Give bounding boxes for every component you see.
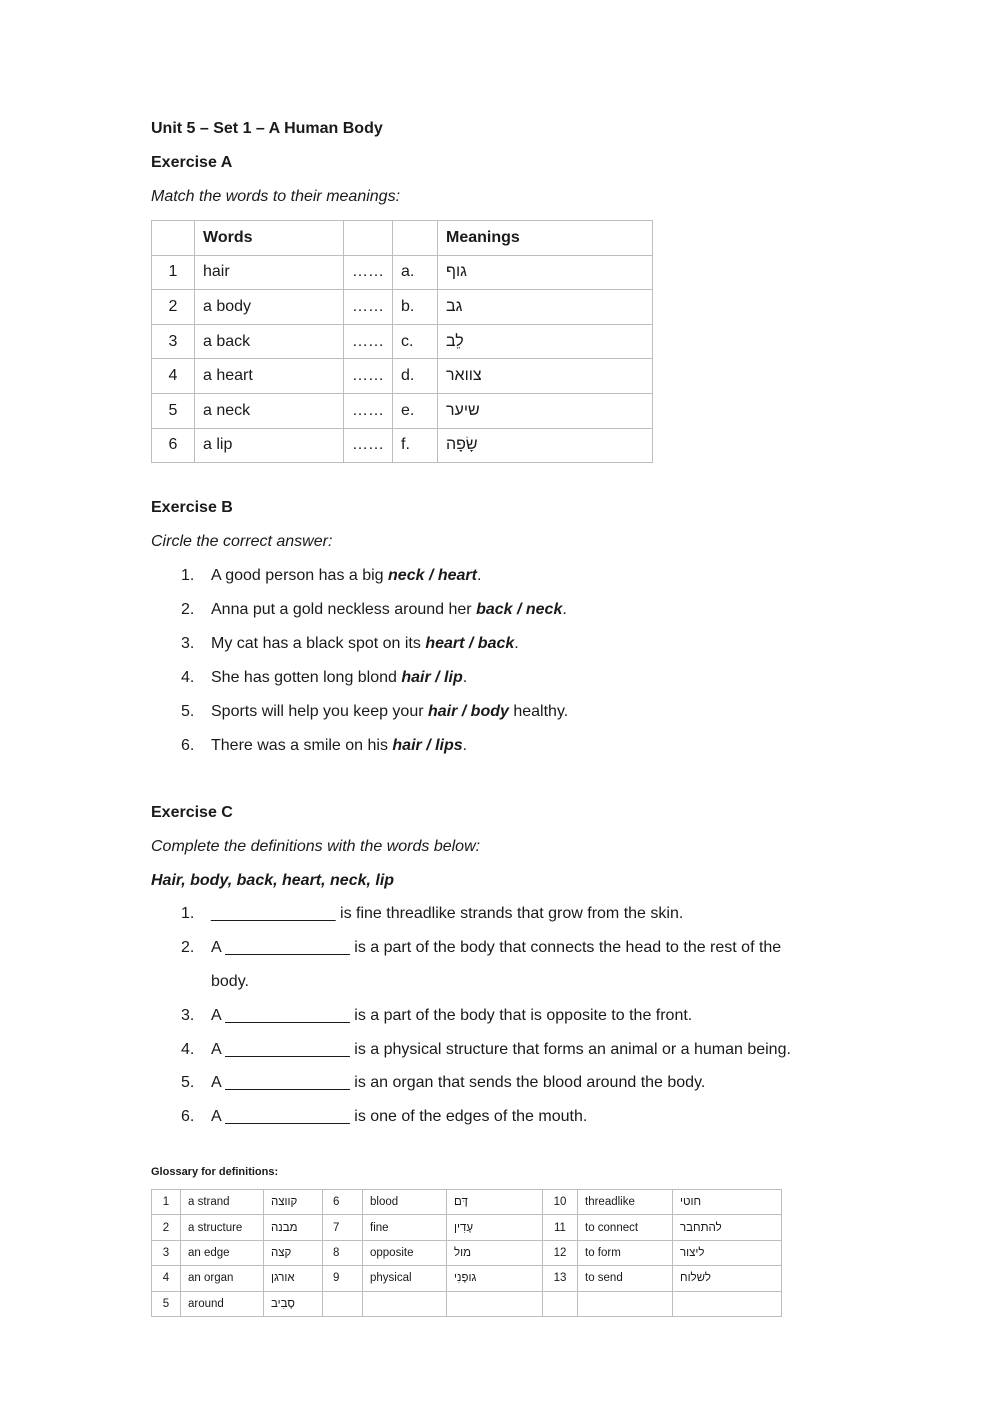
table-row — [152, 255, 653, 290]
table-row: 1 a strand קווצה 6 blood דָּם 10 threadlike חוטי — [152, 1190, 782, 1215]
item-number: 1. — [181, 905, 195, 922]
table-row — [152, 359, 653, 394]
list-item — [181, 669, 467, 687]
row-number: 3 — [152, 324, 195, 359]
table-row: 3 an edge קצה 8 opposite מול 12 to form ליצור — [152, 1240, 782, 1265]
list-item — [181, 939, 781, 957]
exercise-a-instruction: Match the words to their meanings: — [151, 188, 401, 205]
answer-blank[interactable]: …… — [344, 359, 393, 394]
list-item — [181, 1007, 692, 1025]
list-item — [181, 1074, 705, 1092]
exercise-b-heading: Exercise B — [151, 499, 233, 516]
glossary-translation: לשלוח — [673, 1266, 782, 1291]
hebrew-meaning: צוואר — [446, 367, 482, 385]
sentence-text: She has gotten long blond — [211, 669, 402, 686]
answer-choice[interactable]: back / neck — [476, 601, 563, 618]
glossary-translation: מבנה — [264, 1215, 323, 1240]
word-bank: Hair, body, back, heart, neck, lip — [151, 872, 395, 889]
meaning-letter: b. — [393, 290, 438, 325]
glossary-term: to form — [578, 1240, 673, 1265]
answer-blank[interactable]: …… — [344, 393, 393, 428]
glossary-term: fine — [363, 1215, 447, 1240]
glossary-term: an edge — [181, 1240, 264, 1265]
word-cell: hair — [195, 255, 344, 290]
item-number: 3. — [181, 635, 195, 652]
exercise-c-instruction: Complete the definitions with the words below: — [151, 838, 481, 855]
glossary-translation: קצה — [264, 1240, 323, 1265]
list-item — [181, 567, 481, 585]
definition-text[interactable]: A ______________ is an organ that sends the blood around the body. — [211, 1074, 706, 1091]
definition-text[interactable]: A ______________ is a part of the body that is opposite to the front. — [211, 1007, 693, 1024]
table-row — [152, 428, 653, 463]
meaning-cell — [438, 428, 653, 463]
glossary-term: to send — [578, 1266, 673, 1291]
page-title: Unit 5 – Set 1 – A Human Body — [151, 120, 383, 137]
hebrew-meaning: גוף — [446, 263, 467, 281]
hebrew-meaning: לֵב — [446, 332, 464, 350]
answer-blank[interactable]: …… — [344, 428, 393, 463]
glossary-term: threadlike — [578, 1190, 673, 1215]
glossary-term: to connect — [578, 1215, 673, 1240]
item-number: 1. — [181, 567, 195, 584]
glossary-translation: מול — [447, 1240, 543, 1265]
definition-text: body. — [211, 973, 249, 990]
glossary-translation: סָבִיב — [264, 1291, 323, 1316]
item-number: 6. — [181, 737, 195, 754]
row-number: 6 — [152, 428, 195, 463]
meaning-letter: a. — [393, 255, 438, 290]
answer-choice[interactable]: hair / lip — [401, 669, 463, 686]
definition-text[interactable]: A ______________ is one of the edges of the mouth. — [211, 1108, 588, 1125]
exercise-b-instruction: Circle the correct answer: — [151, 533, 333, 550]
table-row — [152, 324, 653, 359]
meaning-cell — [438, 393, 653, 428]
item-number: 2. — [181, 939, 195, 956]
glossary-term: a structure — [181, 1215, 264, 1240]
matching-table — [151, 220, 653, 463]
sentence-text: A good person has a big — [211, 567, 389, 584]
hebrew-meaning: שָׂפָה — [446, 436, 478, 454]
meaning-cell — [438, 324, 653, 359]
answer-choice[interactable]: hair / body — [428, 703, 509, 720]
word-cell: a neck — [195, 393, 344, 428]
item-number: 6. — [181, 1108, 195, 1125]
row-number: 4 — [152, 359, 195, 394]
table-row: 2 a structure מבנה 7 fine עָדִין 11 to connect להתחבר — [152, 1215, 782, 1240]
answer-choice[interactable]: neck / heart — [388, 567, 477, 584]
item-number: 3. — [181, 1007, 195, 1024]
meaning-cell — [438, 290, 653, 325]
list-item — [181, 905, 683, 923]
item-number: 4. — [181, 669, 195, 686]
table-header-row — [152, 221, 653, 256]
glossary-term: physical — [363, 1266, 447, 1291]
sentence-text: . — [462, 669, 468, 686]
list-item — [181, 737, 467, 755]
list-item — [181, 635, 519, 653]
word-cell: a body — [195, 290, 344, 325]
sentence-text: Sports will help you keep your — [211, 703, 428, 720]
glossary-term: opposite — [363, 1240, 447, 1265]
meaning-letter: c. — [393, 324, 438, 359]
glossary-title: Glossary for definitions: — [151, 1166, 279, 1178]
sentence-text: . — [514, 635, 519, 652]
word-cell: a lip — [195, 428, 344, 463]
exercise-c-heading: Exercise C — [151, 804, 233, 821]
word-cell: a heart — [195, 359, 344, 394]
row-number: 5 — [152, 393, 195, 428]
glossary-term: an organ — [181, 1266, 264, 1291]
glossary-term: blood — [363, 1190, 447, 1215]
table-row: 4 an organ אורגן 9 physical גופָנִי 13 to send לשלוח — [152, 1266, 782, 1291]
list-item — [181, 973, 249, 991]
glossary-translation: אורגן — [264, 1266, 323, 1291]
glossary-translation: להתחבר — [673, 1215, 782, 1240]
glossary-translation: קווצה — [264, 1190, 323, 1215]
definition-text[interactable]: ______________ is fine threadlike strands that grow from the skin. — [211, 905, 684, 922]
list-item — [181, 1041, 791, 1059]
item-number: 4. — [181, 1041, 195, 1058]
meaning-cell — [438, 359, 653, 394]
meaning-letter: d. — [393, 359, 438, 394]
table-row — [152, 290, 653, 325]
sentence-text: My cat has a black spot on its — [211, 635, 426, 652]
answer-blank[interactable]: …… — [344, 324, 393, 359]
meaning-letter: e. — [393, 393, 438, 428]
words-header: Words — [195, 221, 344, 256]
glossary-translation: גופָנִי — [447, 1266, 543, 1291]
answer-choice[interactable]: heart / back — [425, 635, 515, 652]
row-number: 2 — [152, 290, 195, 325]
list-item — [181, 601, 567, 619]
sentence-text: . — [562, 601, 567, 618]
item-number: 5. — [181, 1074, 195, 1091]
item-number: 2. — [181, 601, 195, 618]
meanings-header: Meanings — [438, 221, 653, 256]
meaning-cell — [438, 255, 653, 290]
list-item — [181, 1108, 587, 1126]
exercise-a-heading: Exercise A — [151, 154, 233, 171]
definition-text[interactable]: A ______________ is a part of the body that connects the head to the rest of the — [211, 939, 782, 956]
answer-choice[interactable]: hair / lips — [392, 737, 463, 754]
sentence-text: . — [462, 737, 468, 754]
glossary-translation: חוטי — [673, 1190, 782, 1215]
table-row: 5 around סָבִיב — [152, 1291, 782, 1316]
glossary-translation: ליצור — [673, 1240, 782, 1265]
hebrew-meaning: שיער — [446, 401, 480, 419]
word-cell: a back — [195, 324, 344, 359]
row-number: 1 — [152, 255, 195, 290]
glossary-translation: דָּם — [447, 1190, 543, 1215]
sentence-text: healthy. — [508, 703, 569, 720]
list-item — [181, 703, 568, 721]
item-number: 5. — [181, 703, 195, 720]
hebrew-meaning: גב — [446, 297, 463, 315]
sentence-text: Anna put a gold neckless around her — [211, 601, 477, 618]
definition-text[interactable]: A ______________ is a physical structure that forms an animal or a human being. — [211, 1041, 791, 1058]
glossary-term: a strand — [181, 1190, 264, 1215]
sentence-text: . — [476, 567, 482, 584]
answer-blank[interactable]: …… — [344, 255, 393, 290]
glossary-table — [151, 1189, 782, 1317]
sentence-text: There was a smile on his — [211, 737, 393, 754]
answer-blank[interactable]: …… — [344, 290, 393, 325]
table-row — [152, 393, 653, 428]
glossary-term: around — [181, 1291, 264, 1316]
meaning-letter: f. — [393, 428, 438, 463]
glossary-translation: עָדִין — [447, 1215, 543, 1240]
